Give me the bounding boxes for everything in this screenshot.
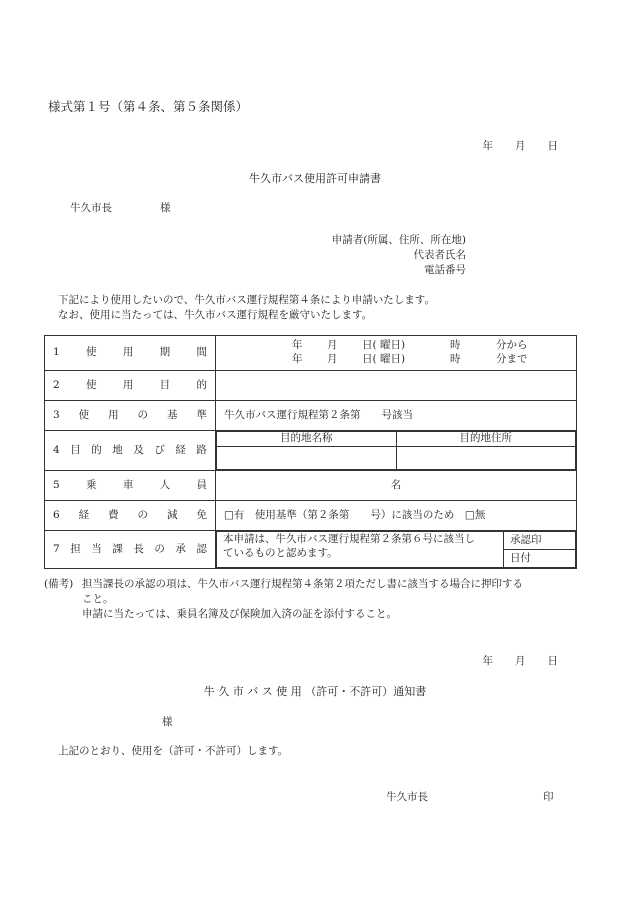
- row-num: 5: [53, 478, 60, 491]
- label-reduction-chars: [45, 509, 215, 523]
- period-to: [216, 353, 576, 367]
- label-char: 及: [133, 443, 144, 456]
- row-num: 1: [53, 346, 60, 359]
- period-hour: 時: [450, 353, 461, 365]
- note-2-text: 申請に当たっては、乗員名簿及び保険加入済の証を添付すること。: [82, 608, 397, 621]
- note-2: [44, 607, 589, 622]
- standard-value[interactable]: 牛久市バス運行規程第２条第 号該当: [216, 401, 577, 431]
- date-day: 日: [547, 655, 558, 667]
- label-period-chars: [45, 346, 215, 360]
- label-char: 乗: [86, 478, 97, 491]
- label-char: 期: [159, 346, 171, 359]
- date-year: 年: [482, 655, 493, 667]
- date-day: 日: [547, 140, 558, 152]
- date-month: 月: [515, 140, 526, 152]
- label-char: 的: [196, 378, 207, 391]
- period-day: 日(: [362, 339, 377, 352]
- label-char: び: [154, 443, 165, 456]
- label-char: 車: [122, 478, 134, 491]
- label-char: 認: [196, 542, 207, 555]
- note-1: [44, 577, 589, 607]
- row-num: 3: [53, 408, 60, 421]
- form-number: 様式第１号（第４条、第５条関係）: [48, 99, 249, 114]
- approval-seal-box[interactable]: 承認印: [504, 532, 576, 550]
- label-char: 目: [70, 443, 81, 456]
- approval-value: [216, 531, 577, 569]
- label-char: 人: [159, 478, 171, 491]
- label-char: 用: [122, 346, 134, 359]
- label-passengers: [45, 471, 216, 501]
- destination-subtable: [216, 431, 576, 470]
- addressee-honorific: 様: [160, 202, 171, 214]
- note-1-line-1: 担当課長の承認の項は、牛久市バス運行規程第４条第２項ただし書に該当する場合に押印する: [82, 578, 523, 590]
- row-num: 6: [53, 508, 60, 521]
- row-num: 4: [53, 443, 60, 456]
- row-period: [45, 336, 577, 371]
- label-char: 担: [70, 542, 81, 555]
- application-title: 牛久市バス使用許可申請書: [249, 172, 381, 185]
- label-standard-chars: [45, 409, 215, 423]
- period-minute: 分まで: [496, 353, 528, 365]
- notice-date: [461, 655, 559, 669]
- label-purpose-chars: [45, 379, 215, 393]
- label-destination-chars: [45, 444, 215, 458]
- row-standard: [45, 401, 577, 431]
- label-char: 費: [108, 508, 119, 521]
- label-char: 承: [175, 542, 186, 555]
- row-num: 2: [53, 378, 60, 391]
- approval-statement-line-2: ているものと認めます。: [223, 547, 338, 560]
- row-purpose: [45, 371, 577, 401]
- purpose-value[interactable]: [216, 371, 577, 401]
- note-1-text: [82, 577, 589, 607]
- notice-seal: 印: [543, 791, 554, 803]
- label-char: 経: [175, 443, 186, 456]
- label-char: 間: [196, 346, 207, 359]
- row-destination: [45, 431, 577, 471]
- notice-title: 牛 久 市 バ ス 使 用 （許可・不許可）通知書: [203, 685, 427, 698]
- label-char: 長: [133, 542, 144, 555]
- label-char: 経: [78, 508, 90, 521]
- application-date: [461, 140, 559, 154]
- label-reduction: [45, 501, 216, 531]
- passengers-value[interactable]: 名: [216, 471, 577, 501]
- applicant-phone-label: 電話番号: [424, 264, 466, 277]
- destination-address-input[interactable]: [396, 447, 576, 470]
- label-period: [45, 336, 216, 371]
- row-num: 7: [53, 542, 60, 555]
- notes: [44, 577, 589, 623]
- label-char: 路: [196, 443, 207, 456]
- label-char: 用: [108, 408, 119, 421]
- label-standard: [45, 401, 216, 431]
- label-passengers-chars: [45, 479, 215, 493]
- period-from: [216, 339, 576, 353]
- reduction-value[interactable]: □有 使用基準（第２条第 号）に該当のため □無: [216, 501, 577, 531]
- intro-line-2: なお、使用に当たっては、牛久市バス運行規程を厳守いたします。: [58, 309, 373, 322]
- label-char: 使: [86, 346, 97, 359]
- label-char: 使: [86, 378, 97, 391]
- label-approval-chars: [45, 543, 215, 557]
- row-passengers: [45, 471, 577, 501]
- label-char: 地: [112, 443, 123, 456]
- period-year: 年: [292, 339, 303, 352]
- label-char: 当: [91, 542, 102, 555]
- date-month: 月: [515, 655, 526, 667]
- period-month: 月: [327, 353, 338, 365]
- intro-line-1: 下記により使用したいので、牛久市バス運行規程第４条により申請いたします。: [58, 294, 435, 306]
- note-1-line-2: こと。: [82, 593, 114, 606]
- applicant-representative-label: 代表者氏名: [413, 249, 466, 262]
- period-hour: 時: [450, 339, 461, 352]
- label-destination: [45, 431, 216, 471]
- notice-mayor: 牛久市長: [386, 791, 428, 803]
- label-char: の: [154, 542, 165, 555]
- label-char: の: [137, 408, 149, 421]
- label-char: 員: [196, 478, 207, 491]
- period-minute: 分から: [496, 339, 528, 352]
- label-char: 的: [91, 443, 102, 456]
- label-char: 免: [196, 508, 207, 521]
- label-char: 準: [196, 408, 207, 421]
- approval-statement-line-1: 本申請は、牛久市バス運行規程第２条第６号に該当し: [223, 533, 475, 545]
- applicant-affiliation-label: 申請者(所属、住所、所在地): [331, 234, 466, 246]
- label-char: 基: [167, 408, 178, 421]
- period-weekday: 曜日): [380, 339, 406, 352]
- approval-statement: [217, 532, 504, 568]
- period-month: 月: [327, 339, 338, 352]
- row-approval: [45, 531, 577, 569]
- label-char: の: [137, 508, 149, 521]
- period-day: 日(: [362, 353, 377, 365]
- addressee-line: [70, 202, 171, 216]
- label-char: 使: [78, 408, 90, 421]
- period-weekday: 曜日): [380, 353, 406, 365]
- label-approval: [45, 531, 216, 569]
- row-reduction: [45, 501, 577, 531]
- destination-value: [216, 431, 577, 471]
- period-year: 年: [292, 353, 303, 365]
- period-value[interactable]: [216, 336, 577, 371]
- notes-heading: (備考): [44, 578, 74, 590]
- notice-result: 上記のとおり、使用を（許可・不許可）します。: [58, 745, 289, 757]
- intro-text: [58, 293, 435, 323]
- applicant-block: [332, 233, 466, 279]
- label-char: 課: [112, 542, 123, 555]
- approval-date-box[interactable]: 日付: [504, 550, 576, 568]
- date-year: 年: [482, 140, 493, 152]
- label-char: 減: [167, 508, 178, 521]
- approval-subtable: [216, 531, 576, 568]
- notice-honorific: 様: [162, 716, 173, 728]
- destination-name-input[interactable]: [217, 447, 397, 470]
- destination-address-header: 目的地住所: [396, 432, 576, 447]
- addressee: 牛久市長: [70, 202, 112, 214]
- application-table: [44, 335, 577, 569]
- label-purpose: [45, 371, 216, 401]
- label-char: 用: [122, 378, 134, 391]
- destination-name-header: 目的地名称: [217, 432, 397, 447]
- label-char: 目: [159, 378, 171, 391]
